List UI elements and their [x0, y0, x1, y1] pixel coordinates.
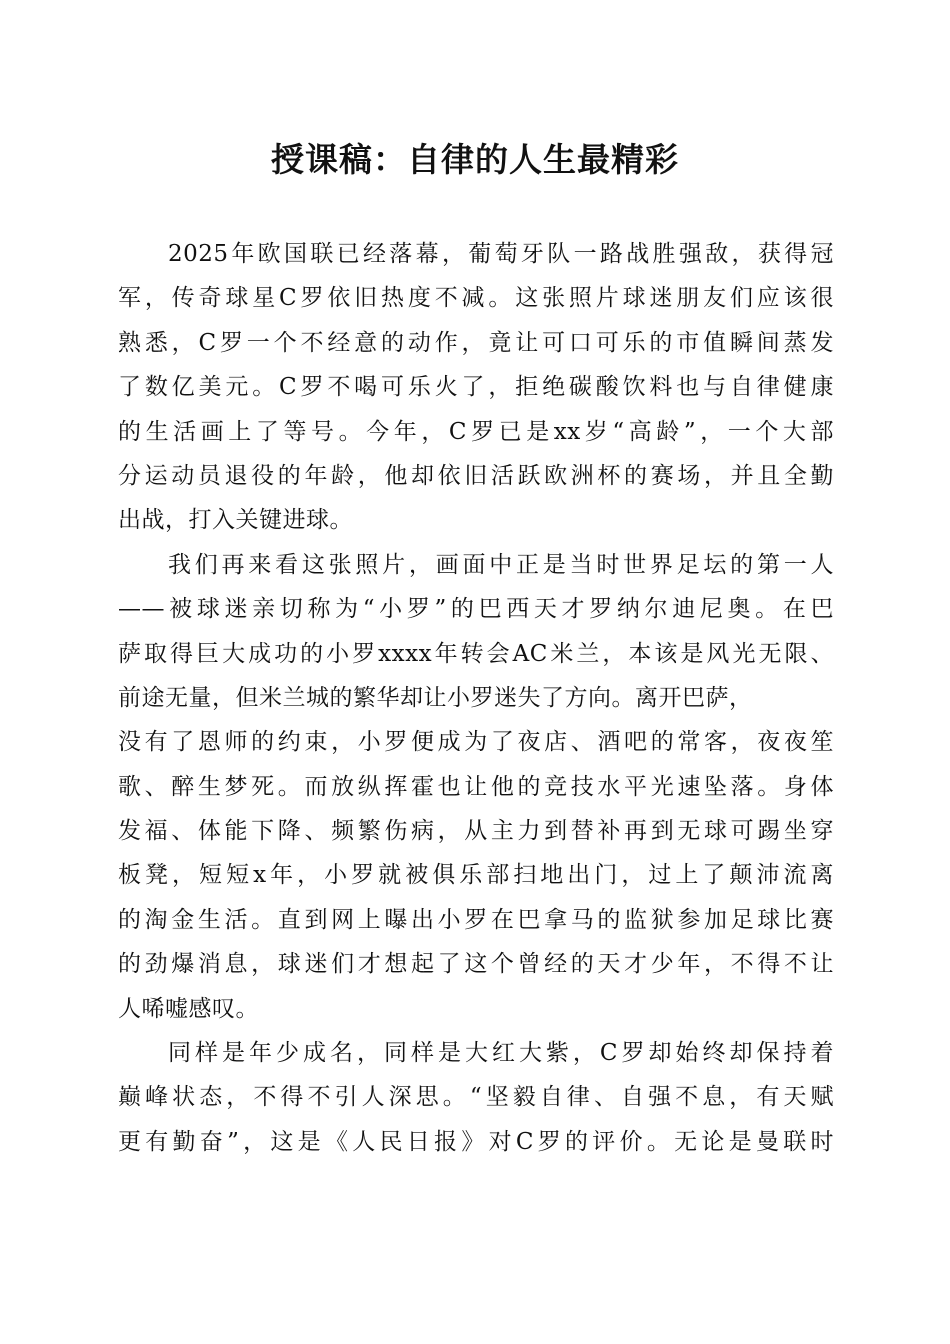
paragraph-line: 萨取得巨大成功的小罗xxxx年转会AC米兰，本该是风光无限、 [118, 640, 834, 667]
paragraph-line: 板凳，短短x年，小罗就被俱乐部扫地出门，过上了颠沛流离 [118, 862, 834, 889]
page-title: 授课稿：自律的人生最精彩 [271, 140, 679, 179]
paragraph-line: 了数亿美元。C罗不喝可乐火了，拒绝碳酸饮料也与自律健康 [118, 374, 834, 401]
paragraph-line: 分运动员退役的年龄，他却依旧活跃欧洲杯的赛场，并且全勤 [118, 462, 834, 489]
paragraph-line: 我们再来看这张照片，画面中正是当时世界足坛的第一人 [168, 551, 834, 578]
paragraph-line: 巅峰状态，不得不引人深思。“坚毅自律、自强不息，有天赋 [118, 1084, 834, 1111]
paragraph-line: 的生活画上了等号。今年，C罗已是xx岁“高龄”，一个大部 [118, 418, 834, 445]
paragraph-line: 的淘金生活。直到网上曝出小罗在巴拿马的监狱参加足球比赛 [118, 906, 834, 933]
paragraph-line: 出战，打入关键进球。 [118, 507, 353, 534]
paragraph-line: 更有勤奋”，这是《人民日报》对C罗的评价。无论是曼联时 [118, 1128, 834, 1155]
paragraph-line: 前途无量，但米兰城的繁华却让小罗迷失了方向。离开巴萨， [118, 684, 753, 711]
paragraph-line: ——被球迷亲切称为“小罗”的巴西天才罗纳尔迪尼奥。在巴 [118, 596, 834, 623]
paragraph-line: 熟悉，C罗一个不经意的动作，竟让可口可乐的市值瞬间蒸发 [118, 329, 834, 356]
paragraph-line: 军，传奇球星C罗依旧热度不减。这张照片球迷朋友们应该很 [118, 285, 834, 312]
paragraph-line: 人唏嘘感叹。 [118, 995, 259, 1022]
paragraph-line: 没有了恩师的约束，小罗便成为了夜店、酒吧的常客，夜夜笙 [118, 729, 834, 756]
paragraph-line: 发福、体能下降、频繁伤病，从主力到替补再到无球可踢坐穿 [118, 818, 834, 845]
article-body [118, 232, 834, 1164]
paragraph-line: 歌、醉生梦死。而放纵挥霍也让他的竞技水平光速坠落。身体 [118, 773, 834, 800]
paragraph-line: 2025年欧国联已经落幕，葡萄牙队一路战胜强敌，获得冠 [168, 241, 834, 267]
paragraph-line: 的劲爆消息，球迷们才想起了这个曾经的天才少年，不得不让 [118, 951, 834, 978]
paragraph-line: 同样是年少成名，同样是大红大紫，C罗却始终却保持着 [168, 1040, 834, 1067]
